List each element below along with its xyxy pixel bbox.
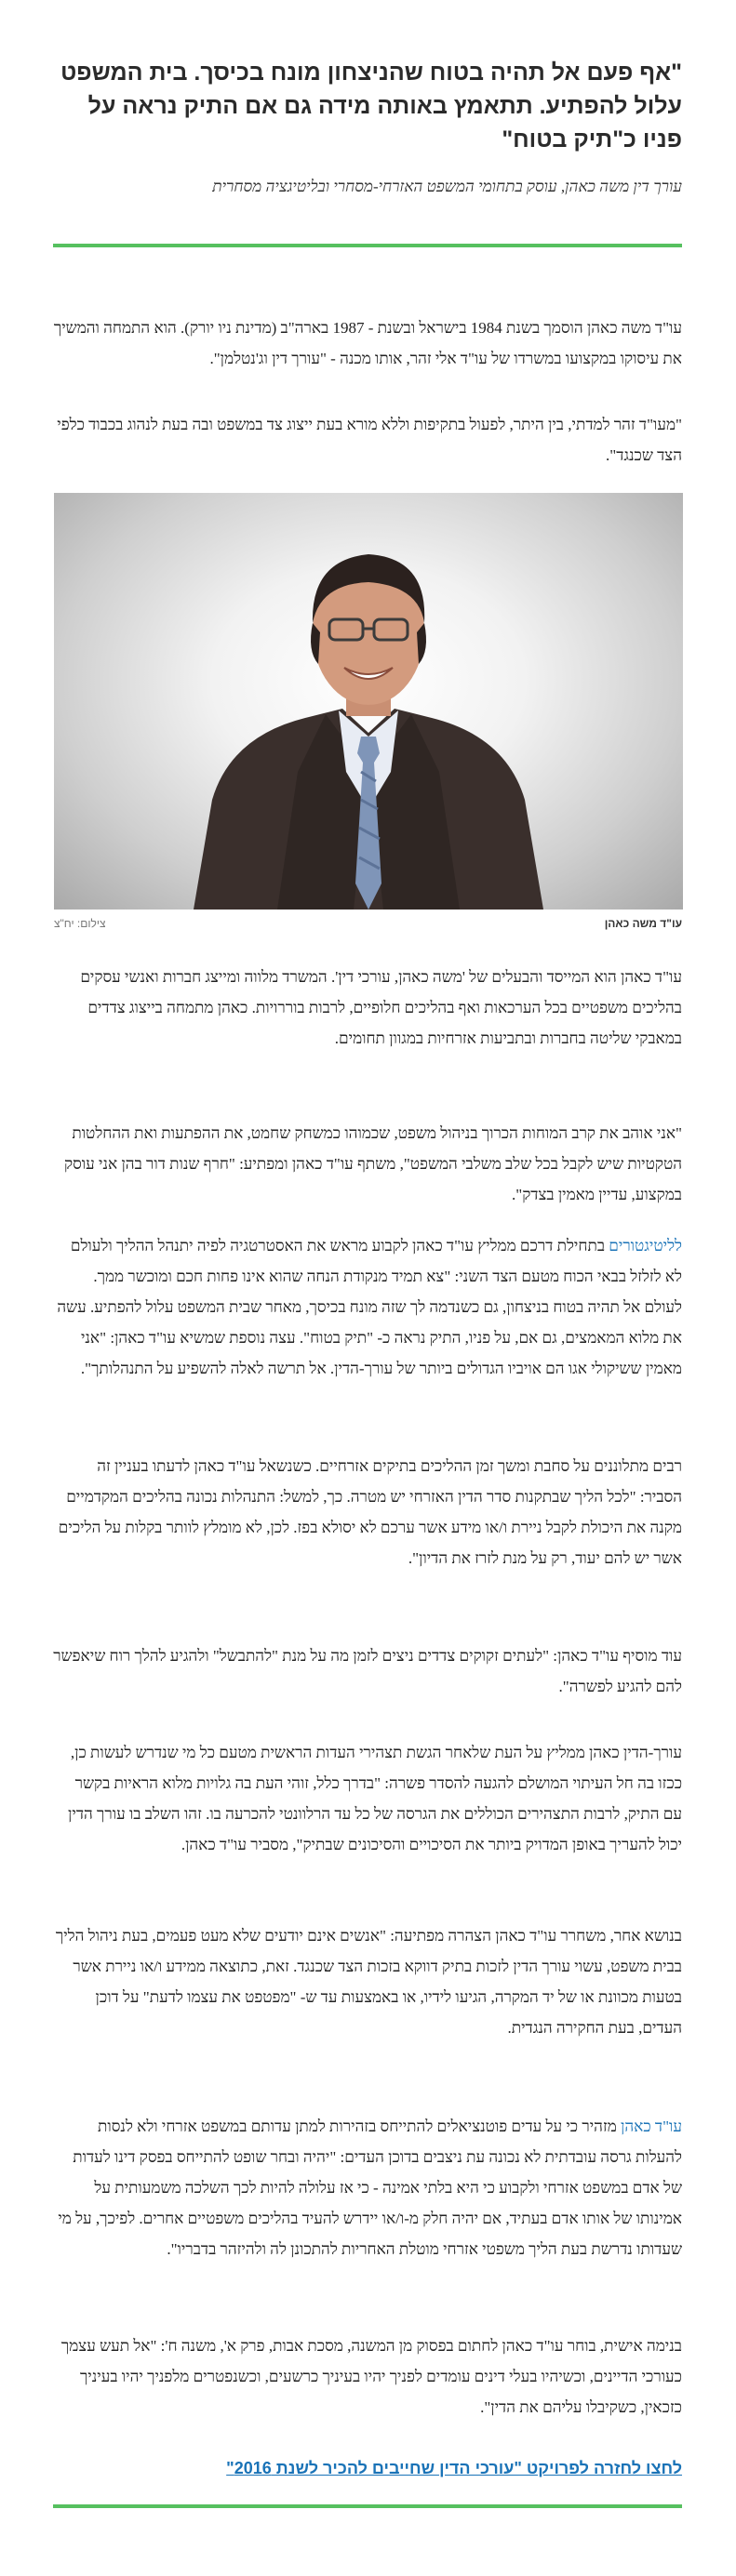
lawyer-portrait-photo: [54, 493, 683, 910]
top-divider: [53, 244, 682, 247]
paragraph-6: רבים מתלוננים על סחבת ומשך זמן ההליכים בתיקים אזרחיים. כשנשאל עו"ד כאהן לדעתו בעניין זה הסביר: "לכל הליך שבתקנות סדר הדין האזרחי יש מטרה. כך, למשל: התנהלות נכונה בהליכים המקדמיים מקנה את היכולת לקבל ניירת ו/או מידע אשר ערכם לא יסולא בפז. לכן, לא מומלץ לוותר בקלות על הליכים אשר יש להם יעוד, רק על מנת לזרז את הדיון".: [58, 1457, 682, 1567]
paragraph-9: בנושא אחר, משחרר עו"ד כאהן הצהרה מפתיעה: "אנשים אינם יודעים שלא מעט פעמים, בעת ניהול הליך בבית משפט, עשוי עורך הדין לזכות בתיק דווקא בזכות הצד שכנגד. זאת, כתוצאה ממידע ו/או ניירת אשר בטעות מכוונת או של יד המקרה, הגיעו לידיו, או באמצעות עד ש- "מפטפט את עצמו לדעת" על דוכן העדים, בעת החקירה הנגדית.: [55, 1927, 682, 2037]
paragraph-3: עו"ד כאהן הוא המייסד והבעלים של 'משה כאהן, עורכי דין'. המשרד מלווה ומייצג חברות ואנשי עסקים בהליכים משפטיים בכל הערכאות ואף בהליכים חלופיים, לרבות בוררויות. כאהן מתמחה בייצוג צדדים במאבקי שליטה בחברות ובתביעות אזרחיות במגוון תחומים.: [80, 968, 682, 1047]
paragraph-4: "אני אוהב את קרב המוחות הכרוך בניהול משפט, שכמוהו כמשחק שחמט, את ההפתעות ואת ההחלטות הטקטיות שיש לקבל בכל שלב משלבי המשפט", משתף עו"ד כאהן ומפתיע: "חרף שנות דור בהן אני עוסק במקצוע, עדיין מאמין בצדק".: [64, 1124, 682, 1203]
photo-credit: צילום: יח"צ: [54, 917, 106, 930]
paragraph-5-text: בתחילת דרכם ממליץ עו"ד כאהן לקבוע מראש את האסטרטגיה לפיה יתנהל ההליך ולעולם לא לזלזל בבאי הכוח מטעם הצד השני: "צא תמיד מנקודת הנחה שהוא אינו פחות חכם ומוכשר ממך. לעולם אל תהיה בטוח בניצחון, גם כשנדמה לך שזה מונח בכיסך, מאחר שבית המשפט עלול להפתיע. עשה את מלוא המאמצים, גם אם, על פניו, התיק נראה כ- "תיק בטוח". עצה נוספת שמשיא עו"ד כאהן: "אני מאמין ששיקולי אגו הם אויביו הגדולים ביותר של עורך-הדין. אל תרשה לאלה להשפיע על התנהלותך".: [57, 1237, 682, 1377]
portrait-illustration: [54, 493, 683, 910]
paragraph-5: [53, 1230, 682, 1384]
photo-caption: עו"ד משה כאהן: [604, 917, 682, 930]
paragraph-10-text: מזהיר כי על עדים פוטנציאלים להתייחס בזהירות למתן עדותם במשפט אזרחי ולא לנסות להעלות גרסה עובדתית לא נכונה עת ניצבים בדוכן העדים: "יהיה ובחר שופט להתייחס בפסק דינו לעדות של אדם במשפט אזרחי ולקבוע כי היא בלתי אמינה - כי אז עלולה להיות לכך השלכה משמעותית על אמינותו של אותו אדם בעתיד, אם יהיה חלק מ-ו/או יידרש להעיד בהליכים משפטיים אחרים. לפיכך, על מי שעדותו נדרשת בעת הליך משפטי אזרחי מוטלת האחריות להתכונן לה ולהיזהר בדבריו".: [58, 2118, 682, 2258]
article-title: "אף פעם אל תהיה בטוח שהניצחון מונח בכיסך. בית המשפט עלול להפתיע. תתאמץ באותה מידה גם אם התיק נראה על פניו כ"תיק בטוח": [60, 60, 682, 153]
paragraph-1: עו"ד משה כאהן הוסמך בשנת 1984 בישראל ובשנת - 1987 בארה"ב (מדינת ניו יורק). הוא התמחה והמשיך את עיסוקו במקצועו במשרדו של עו"ד אלי זהר, אותו מכנה - "עורך דין וג'נטלמן".: [53, 319, 682, 367]
paragraph-11: בנימה אישית, בוחר עו"ד כאהן לחתום בפסוק מן המשנה, מסכת אבות, פרק א', משנה ח': "אל תעש עצמך כעורכי הדיינים, וכשיהיו בעלי דינים עומדים לפניך יהיו בעיניך כרשעים, וכשנפטרים מלפניך יהיו בעיניך כזכאין, כשקיבלו עליהם את הדין".: [60, 2337, 682, 2416]
paragraph-7: עוד מוסיף עו"ד כאהן: "לעתים זקוקים צדדים ניצים לזמן מה על מנת "להתבשל" ולהגיע להלך רוח שיאפשר להם להגיע לפשרה".: [53, 1647, 682, 1695]
litigators-link[interactable]: לליטיגטורים: [609, 1237, 682, 1255]
article-subtitle: עורך דין משה כאהן, עוסק בתחומי המשפט האזרחי-מסחרי ובליטיגציה מסחרית: [212, 178, 682, 195]
lawyer-name-link[interactable]: עו"ד כאהן: [621, 2118, 682, 2135]
back-to-project-link[interactable]: לחצו לחזרה לפרויקט "עורכי הדין שחייבים להכיר לשנת 2016": [226, 2459, 682, 2477]
paragraph-2: "מעו"ד זהר למדתי, בין היתר, לפעול בתקיפות וללא מורא בעת ייצוג צד במשפט ובה בעת לנהוג בכבוד כלפי הצד שכנגד".: [57, 416, 682, 464]
bottom-divider: [53, 2504, 682, 2508]
paragraph-8: עורך-הדין כאהן ממליץ על העת שלאחר הגשת תצהירי העדות הראשית מטעם כל מי שנדרש לעשות כן, ככזו בה חל העיתוי המושלם להגעה להסדר פשרה: "בדרך כלל, זוהי העת בה גלויות מלוא הראיות בקשר עם התיק, לרבות התצהירים הכוללים את הגרסה של כל עד הרלוונטי להכרעה בו. זהו השלב בו עורך הדין יכול להעריך באופן המדויק ביותר את הסיכויים והסיכונים שבתיק", מסביר עו"ד כאהן.: [68, 1744, 682, 1853]
paragraph-10: [53, 2111, 682, 2264]
